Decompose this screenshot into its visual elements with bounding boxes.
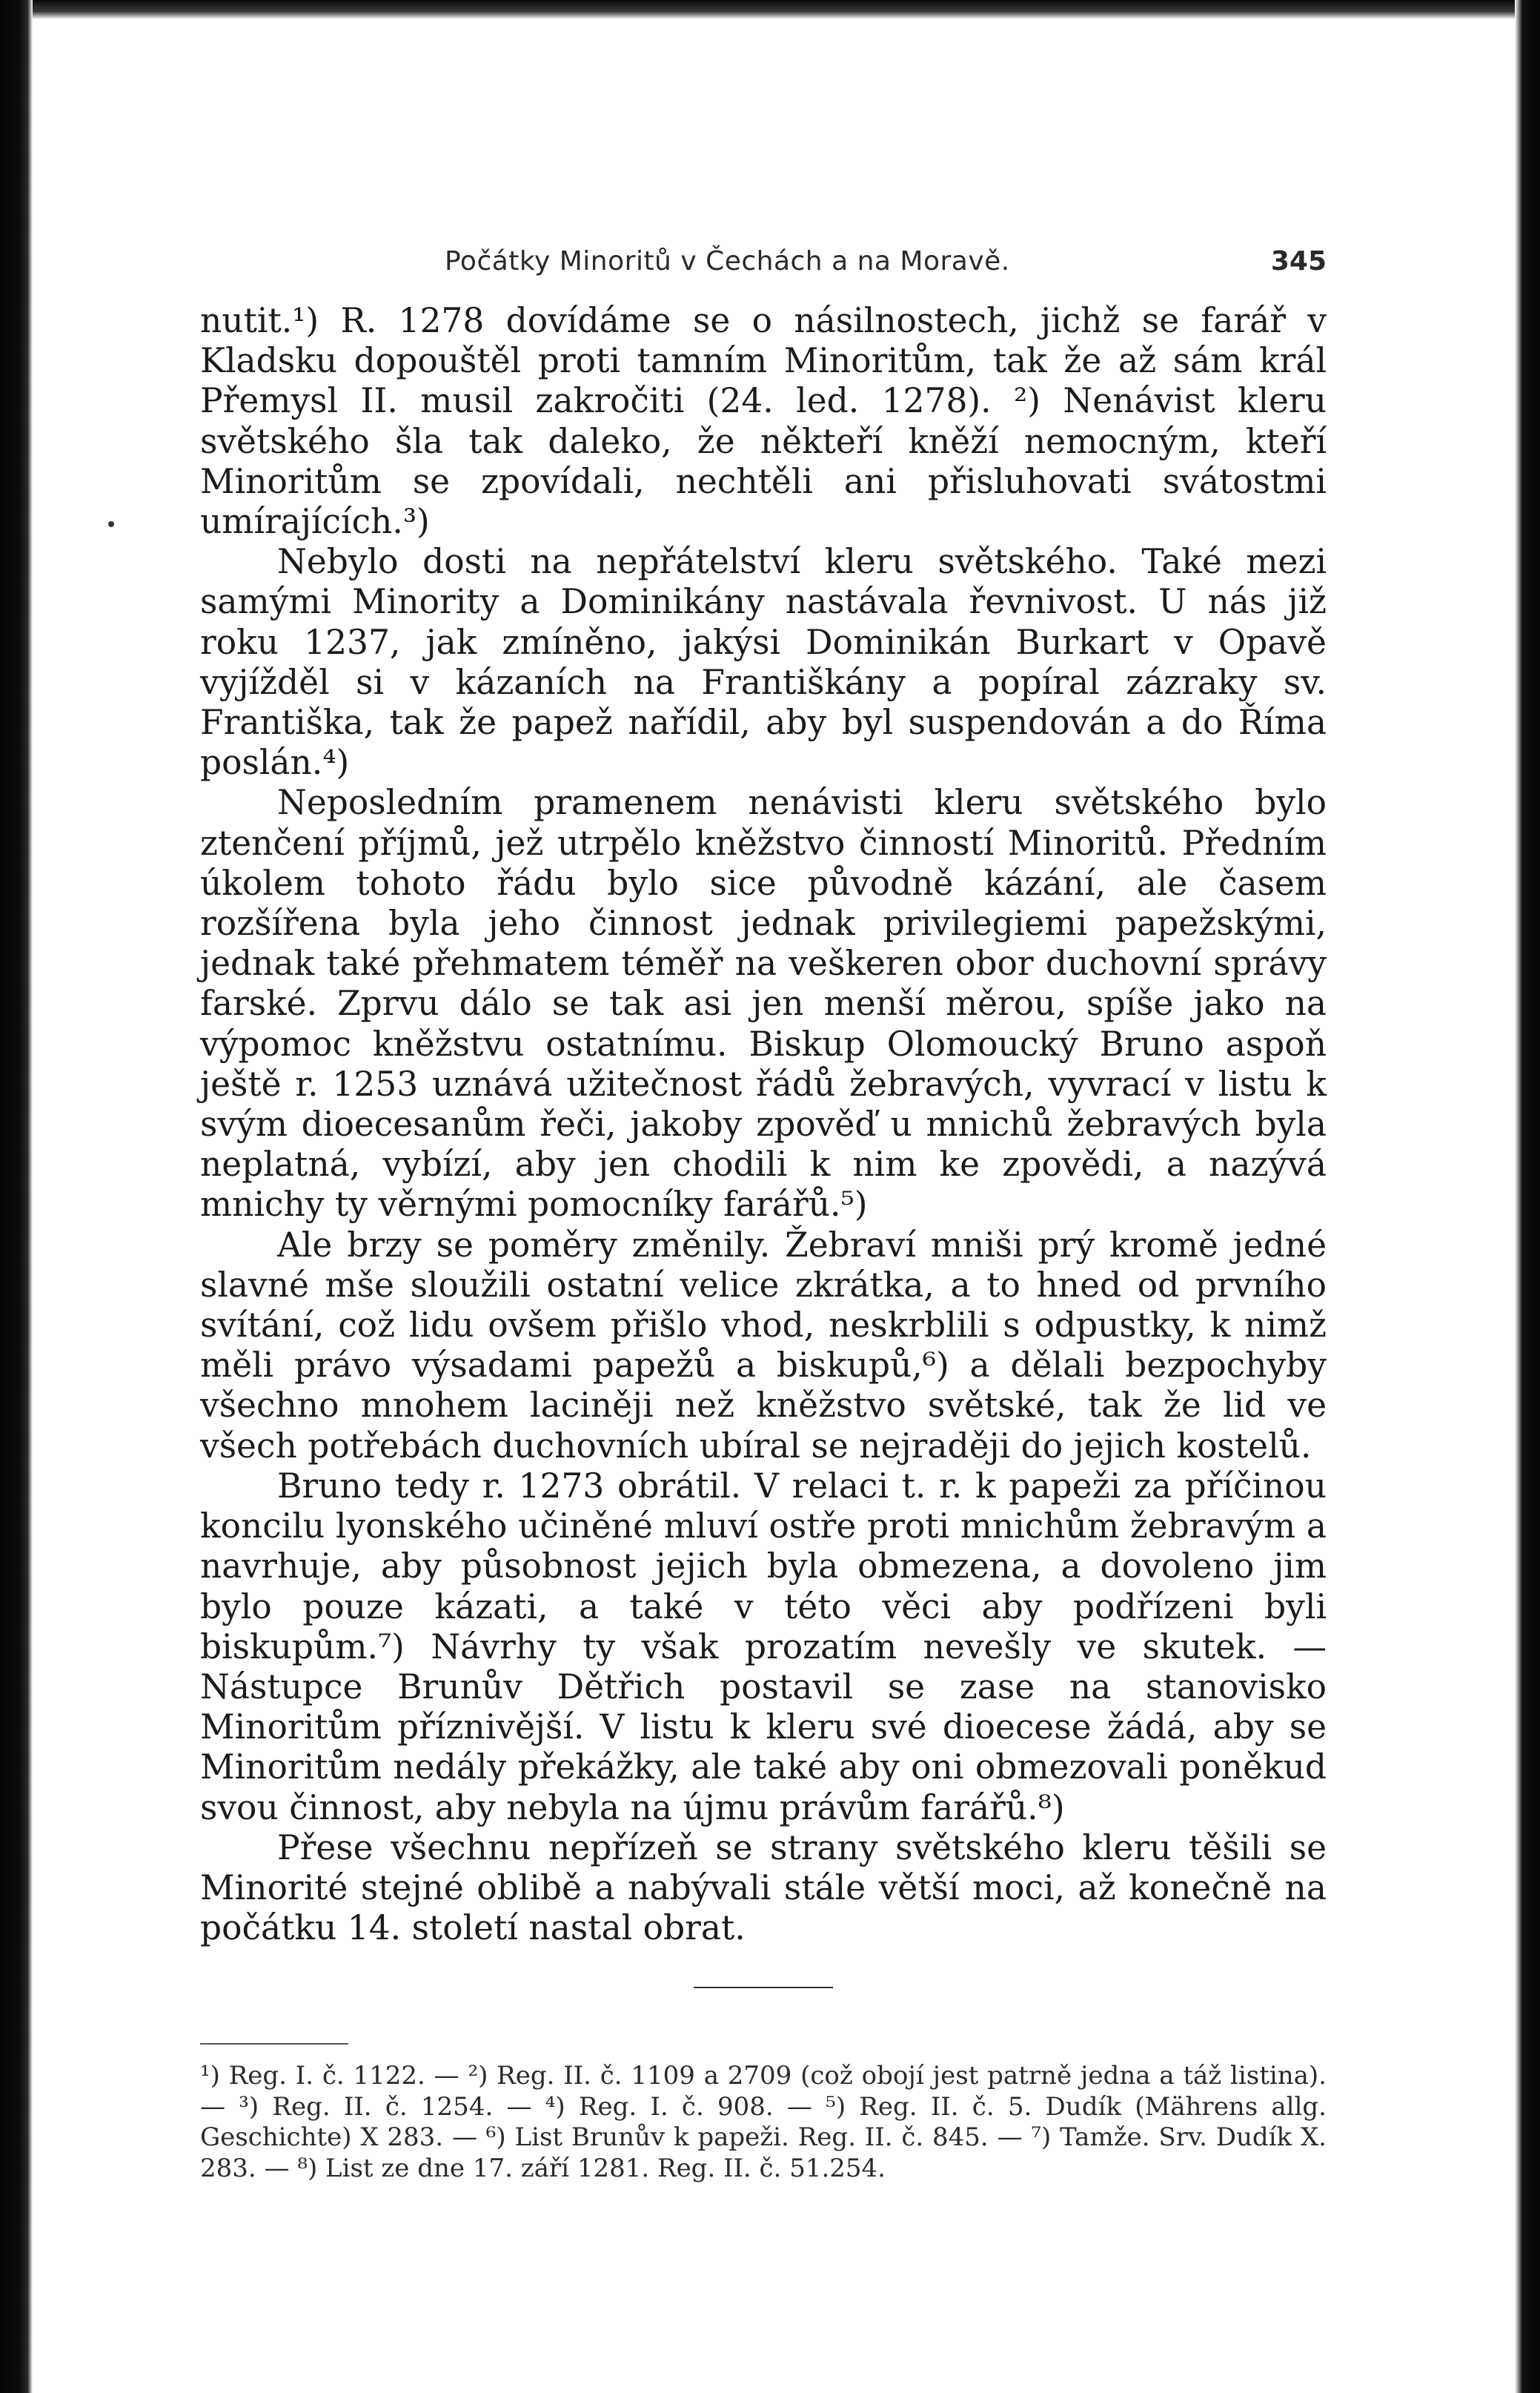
footnotes: ¹) Reg. I. č. 1122. — ²) Reg. II. č. 1109 a 2709 (což obojí jest patrně jedna a táž listina). — ³) Reg. II. č. 1254. — ⁴) Reg. I. č. 908. — ⁵) Reg. II. č. 5. Dudík (Mährens allg. Geschichte) X 283. — ⁶) List Brunův k papeži. Reg. II. č. 845. — ⁷) Tamže. Srv. Dudík X. 283. — ⁸) List ze dne 17. září 1281. Reg. II. č. 51.254.: [200, 2061, 1327, 2183]
paragraph: Bruno tedy r. 1273 obrátil. V relaci t. r. k papeži za příčinou koncilu lyonského učiněné mluví ostře proti mnichům žebravým a navrhuje, aby působnost jejich byla obmezena, a dovoleno jim bylo pouze kázati, a také v této věci aby podřízeni byli biskupům.⁷) Návrhy ty však prozatím nevešly ve skutek. — Nástupce Brunův Dětřich postavil se zase na stanovisko Minoritům příznivější. V listu k kleru své dioecese žádá, aby se Minoritům nedály překážky, ale také aby oni obmezovali poněkud svou činnost, aby nebyla na újmu právům farářů.⁸): [200, 1466, 1327, 1827]
paragraph: Nebylo dosti na nepřátelství kleru světského. Také mezi samými Minority a Dominikány nastávala řevnivost. U nás již roku 1237, jak zmíněno, jakýsi Dominikán Burkart v Opavě vyjížděl si v kázaních na Františkány a popíral zázraky sv. Františka, tak že papež nařídil, aby byl suspendován a do Říma poslán.⁴): [200, 542, 1327, 783]
paragraph: Neposledním pramenem nenávisti kleru světského bylo ztenčení příjmů, jež utrpělo kněžstvo činností Minoritů. Předním úkolem tohoto řádu bylo sice původně kázání, ale časem rozšířena byla jeho činnost jednak privilegiemi papežskými, jednak také přehmatem téměř na veškeren obor duchovní správy farské. Zprvu dálo se tak asi jen menší měrou, spíše jako na výpomoc kněžstvu ostatnímu. Biskup Olomoucký Bruno aspoň ještě r. 1253 uznává užitečnost řádů žebravých, vyvrací v listu k svým dioecesanům řeči, jakoby zpověď u mnichů žebravých byla neplatná, vybízí, aby jen chodili k nim ke zpovědi, a nazývá mnichy ty věrnými pomocníky farářů.⁵): [200, 783, 1327, 1225]
margin-mark: [108, 521, 114, 527]
page: [200, 222, 1327, 2184]
page-number: 345: [1270, 246, 1327, 277]
paragraph: Ale brzy se poměry změnily. Žebraví mniši prý kromě jedné slavné mše sloužili ostatní velice zkrátka, a to hned od prvního svítání, což lidu ovšem přišlo vhod, neskrblili s odpustky, k nimž měli právo výsadami papežů a biskupů,⁶) a dělali bezpochyby všechno mnohem laciněji než kněžstvo světské, tak že lid ve všech potřebách duchovních ubíral se nejraději do jejich kostelů.: [200, 1225, 1327, 1466]
scan-edge-top: [0, 0, 1540, 19]
paragraph: Přese všechnu nepřízeň se strany světského kleru těšili se Minorité stejné oblibě a nabývali stále větší moci, až konečně na počátku 14. století nastal obrat.: [200, 1827, 1327, 1948]
running-title: Počátky Minoritů v Čechách a na Moravě.: [445, 246, 1010, 277]
paragraph: nutit.¹) R. 1278 dovídáme se o násilnostech, jichž se farář v Kladsku dopouštěl proti tamním Minoritům, tak že až sám král Přemysl II. musil zakročiti (24. led. 1278). ²) Nenávist kleru světského šla tak daleko, že někteří kněží nemocným, kteří Minoritům se zpovídali, nechtěli ani přisluhovati svátostmi umírajících.³): [200, 301, 1327, 542]
scan-edge-left: [0, 0, 33, 2393]
body-text: [200, 301, 1327, 1948]
scan-edge-right: [1515, 0, 1540, 2393]
section-divider: [694, 1987, 833, 1988]
running-head: [200, 222, 1327, 277]
footnote-rule: [200, 2043, 348, 2045]
